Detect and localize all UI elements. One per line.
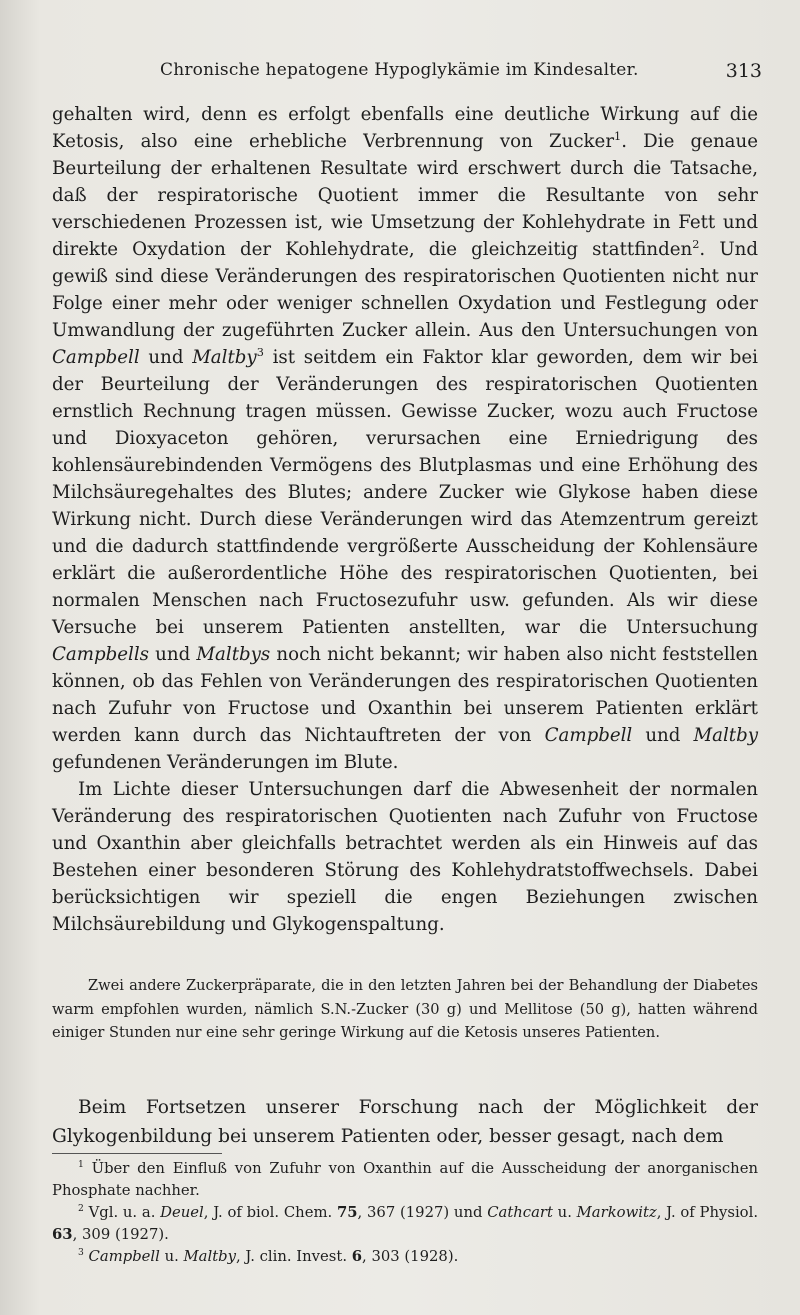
author-name: Campbell: [52, 347, 140, 368]
author-name: Cathcart: [487, 1204, 553, 1221]
running-title: Chronische hepatogene Hypoglykämie im Kindesalter.: [160, 60, 639, 80]
footnote-text: , J. clin. Invest.: [236, 1248, 352, 1265]
volume-number: 6: [351, 1248, 363, 1265]
footnote-text: , 367 (1927) und: [357, 1204, 488, 1221]
author-name: Campbells: [52, 644, 150, 665]
footnote-number: 1: [78, 1159, 84, 1171]
footnote-ref-2: 2: [692, 237, 700, 251]
text-span: ist seitdem ein Faktor klar geworden, dem wir bei der Beurteilung der Veränderungen des respiratorischen Quotienten ernstlich Rechnung tragen müssen. Gewisse Zucker, wozu auch Fructose und Dioxyaceton gehören, verursachen eine Erniedrigung des kohlensäurebindenden Vermögens des Blutplasmas und eine Erhöhung des Milchsäuregehaltes des Blutes; andere Zucker wie Glykose haben diese Wirkung nicht. Durch diese Veränderungen wird das Atemzentrum gereizt und die dadurch stattfindende vergrößerte Ausscheidung der Kohlensäure erklärt die außerordentliche Höhe des respiratorischen Quotienten, bei normalen Menschen nach Fructosezufuhr usw. gefunden. Als wir diese Versuche bei unserem Patienten anstellten, war die Untersuchung: [52, 347, 758, 638]
paragraph-2: Im Lichte dieser Untersuchungen darf die Abwesenheit der normalen Veränderung des respiratorischen Quotienten nach Zufuhr von Fructose und Oxanthin aber gleichfalls betrachtet werden als ein Hinweis auf das Bestehen einer besonderen Störung des Kohlehydratstoffwechsels. Dabei berücksichtigen wir speziell die engen Beziehungen zwischen Milchsäurebildung und Glykogenspaltung.: [52, 779, 758, 935]
footnote-text: u.: [159, 1248, 184, 1265]
small-print-note: [52, 974, 758, 1045]
author-name: Campbell: [88, 1248, 160, 1265]
section-text: [52, 1093, 758, 1151]
small-paragraph: Zwei andere Zuckerpräparate, die in den letzten Jahren bei der Behandlung der Diabetes warm empfohlen wurden, nämlich S.N.-Zucker (30 g) und Mellitose (50 g), hatten während einiger Stunden nur eine sehr geringe Wirkung auf die Ketosis unseres Patienten.: [52, 977, 758, 1041]
volume-number: 75: [336, 1204, 358, 1221]
footnote-number: 2: [78, 1203, 84, 1215]
footnote-2: [52, 1202, 758, 1246]
paragraph-1: [52, 101, 758, 776]
author-name: Markowitz: [576, 1204, 657, 1221]
footnote-3: [52, 1246, 758, 1268]
text-span: noch nicht bekannt; wir haben also nicht feststellen können, ob das Fehlen von Veränderungen des respiratorischen Quotienten nach Zufuhr von Fructose und Oxanthin bei unserem Patienten erklärt werden kann durch das Nichtauftreten der von: [52, 644, 758, 746]
author-name: Campbell: [544, 725, 633, 746]
text-span: . Und gewiß sind diese Veränderungen des respiratorischen Quotienten nicht nur Folge einer mehr oder weniger schnellen Oxydation und Festlegung oder Umwandlung der zugeführten Zucker allein. Aus den Untersuchungen von: [52, 239, 758, 341]
author-name: Maltbys: [196, 644, 271, 665]
footnote-text: , J. of biol. Chem.: [203, 1204, 337, 1221]
footnote-number: 3: [78, 1247, 84, 1259]
author-name: Maltby: [183, 1248, 237, 1265]
author-name: Maltby: [693, 725, 758, 746]
footnote-text: , 309 (1927).: [72, 1226, 169, 1243]
text-span: . Die genaue Beurteilung der erhaltenen Resultate wird erschwert durch die Tatsache, daß der respiratorische Quotient immer die Resultante von sehr verschiedenen Prozessen ist, wie Umsetzung der Kohlehydrate in Fett und direkte Oxydation der Kohlehydrate, die gleichzeitig stattfinden: [52, 131, 758, 260]
text-span: und: [139, 347, 193, 368]
footnote-text: Über den Einfluß von Zufuhr von Oxanthin auf die Ausscheidung der anorganischen Phosphate nachher.: [52, 1160, 758, 1199]
author-name: Maltby: [192, 347, 257, 368]
footnote-ref-1: 1: [614, 129, 622, 143]
section-paragraph: Beim Fortsetzen unserer Forschung nach der Möglichkeit der Glykogenbildung bei unserem Patienten oder, besser gesagt, nach dem: [52, 1097, 758, 1147]
volume-number: 63: [52, 1226, 73, 1243]
footnote-text: u.: [552, 1204, 577, 1221]
footnote-text: Vgl. u. a.: [83, 1204, 161, 1221]
body-text: [52, 101, 758, 938]
page-header: [52, 60, 762, 90]
footnote-text: , 303 (1928).: [362, 1248, 459, 1265]
page-number: 313: [725, 60, 762, 82]
footnote-text: , J. of Physiol.: [656, 1204, 759, 1221]
text-span: gefundenen Veränderungen im Blute.: [52, 752, 399, 773]
footnotes: [52, 1158, 758, 1268]
text-span: und: [149, 644, 197, 665]
footnote-ref-3: 3: [256, 345, 264, 359]
author-name: Deuel: [160, 1204, 204, 1221]
text-span: gehalten wird, denn es erfolgt ebenfalls eine deutliche Wirkung auf die Ketosis, also eine erhebliche Verbrennung von Zucker: [52, 104, 758, 152]
footnote-divider: [52, 1153, 222, 1154]
text-span: und: [632, 725, 694, 746]
footnote-1: [52, 1158, 758, 1202]
